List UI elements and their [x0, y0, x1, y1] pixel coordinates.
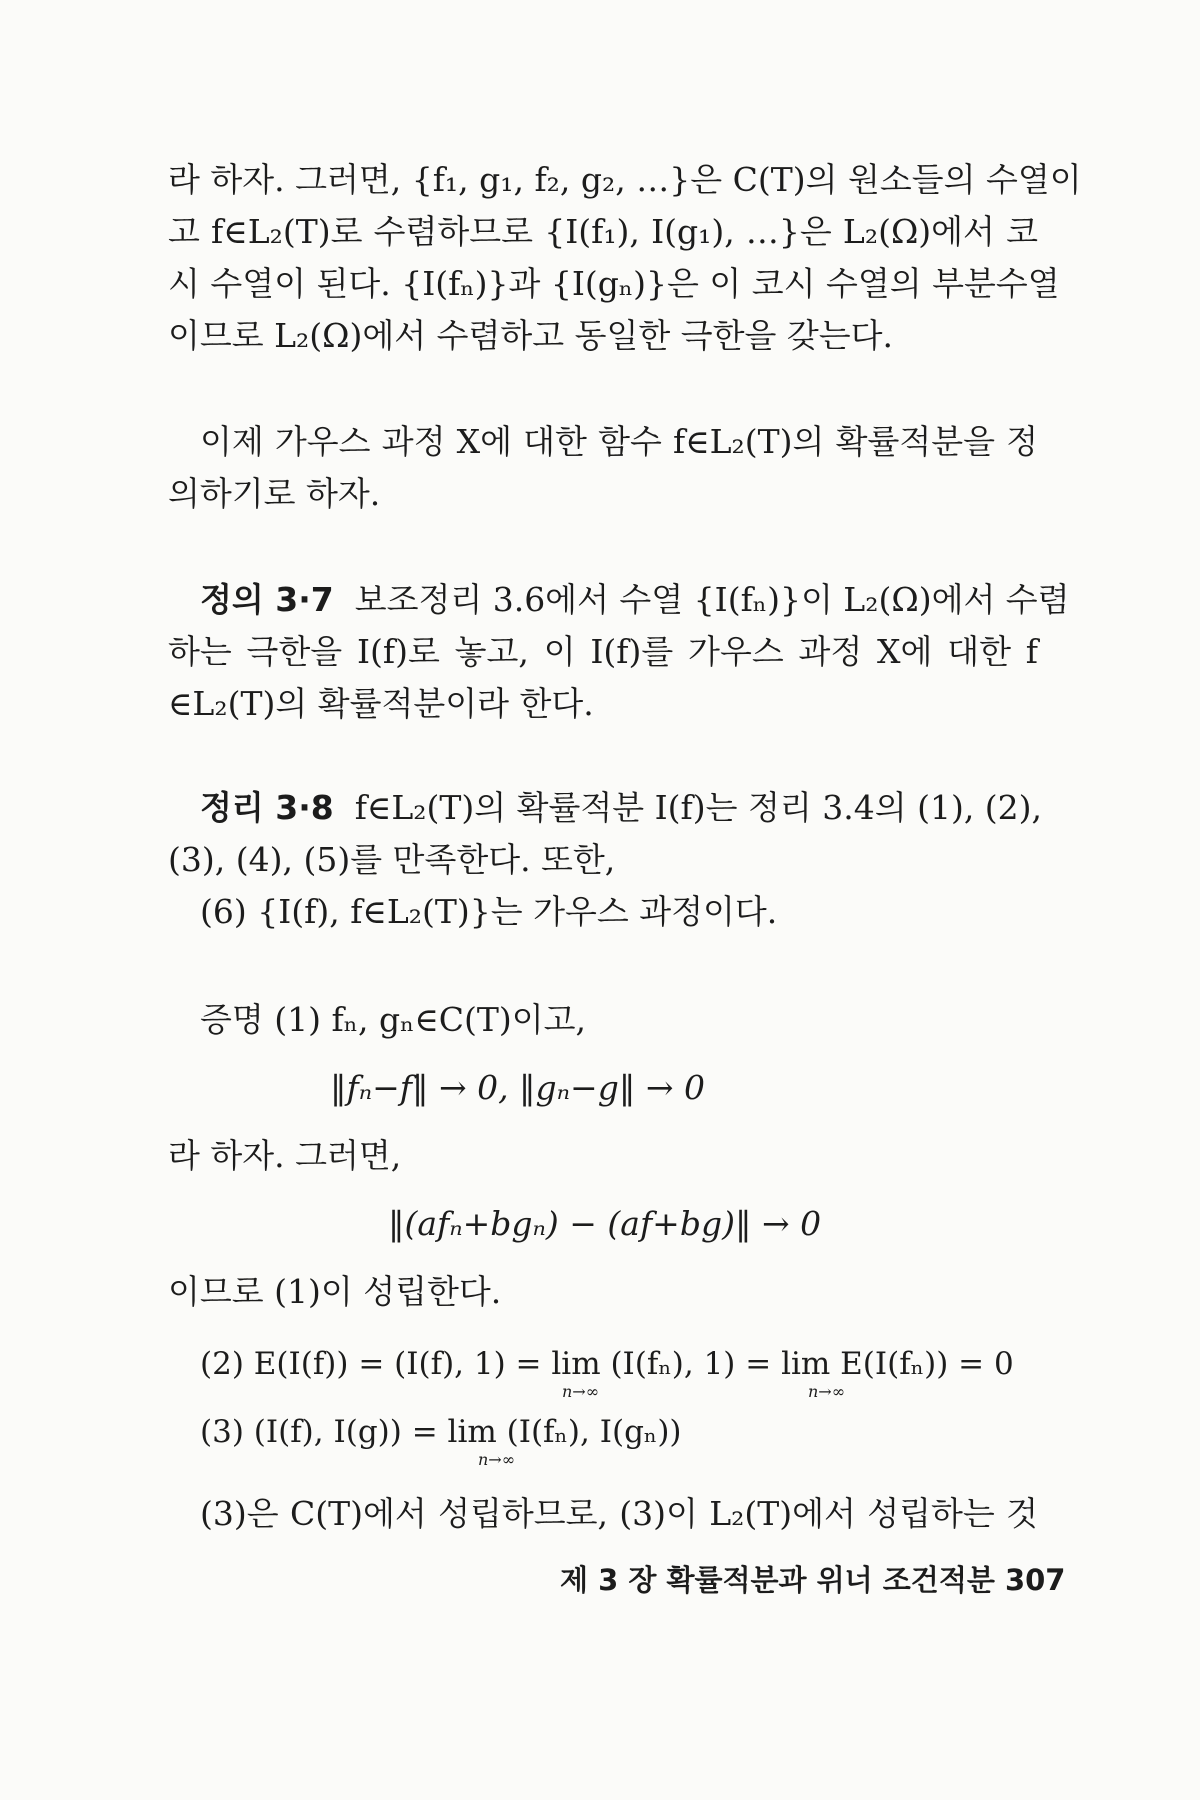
text-line: 증명 (1) fₙ, gₙ∈C(T)이고,	[200, 1000, 587, 1039]
text-line: (3)은 C(T)에서 성립하므로, (3)이 L₂(T)에서 성립하는 것	[200, 1494, 1038, 1533]
text-line: (6) {I(f), f∈L₂(T)}는 가우스 과정이다.	[200, 892, 778, 931]
theorem-line	[200, 784, 1043, 832]
text-line: 이므로 (1)이 성립한다.	[168, 1272, 502, 1311]
theorem-label: 정리 3·8	[200, 788, 334, 827]
page-footer: 제 3 장 확률적분과 위너 조건적분 307	[560, 1563, 1066, 1597]
formula-linearity: ‖(afₙ+bgₙ) − (af+bg)‖ → 0	[388, 1204, 822, 1243]
text-line: 이제 가우스 과정 X에 대한 함수 f∈L₂(T)의 확률적분을 정	[200, 422, 1038, 461]
limit-subscript: n→∞	[478, 1450, 516, 1469]
text-line: 라 하자. 그러면, {f₁, g₁, f₂, g₂, …}은 C(T)의 원소들의 수열이	[168, 160, 1082, 199]
definition-line	[200, 576, 1070, 624]
theorem-text: f∈L₂(T)의 확률적분 I(f)는 정리 3.4의 (1), (2),	[354, 788, 1043, 827]
text-line: 시 수열이 된다. {I(fₙ)}과 {I(gₙ)}은 이 코시 수열의 부분수열	[168, 264, 1060, 303]
text-line: (3), (4), (5)를 만족한다. 또한,	[168, 840, 616, 879]
text-line: 라 하자. 그러면,	[168, 1136, 402, 1175]
formula-inner-product: (3) (I(f), I(g)) = lim (I(fₙ), I(gₙ))	[200, 1414, 682, 1450]
definition-text: 보조정리 3.6에서 수열 {I(fₙ)}이 L₂(Ω)에서 수렴	[354, 580, 1070, 619]
text-line: ∈L₂(T)의 확률적분이라 한다.	[168, 684, 594, 723]
limit-subscript: n→∞	[808, 1382, 846, 1401]
text-line: 고 f∈L₂(T)로 수렴하므로 {I(f₁), I(g₁), …}은 L₂(Ω)에서 코	[168, 212, 1038, 251]
definition-label: 정의 3·7	[200, 580, 334, 619]
text-line: 이므로 L₂(Ω)에서 수렴하고 동일한 극한을 갖는다.	[168, 316, 893, 355]
text-line: 하는 극한을 I(f)로 놓고, 이 I(f)를 가우스 과정 X에 대한 f	[168, 632, 1038, 671]
formula-expectation: (2) E(I(f)) = (I(f), 1) = lim (I(fₙ), 1) = lim E(I(fₙ)) = 0	[200, 1346, 1014, 1382]
text-line: 의하기로 하자.	[168, 474, 381, 513]
limit-subscript: n→∞	[562, 1382, 600, 1401]
formula-norm-convergence: ‖fₙ−f‖ → 0, ‖gₙ−g‖ → 0	[330, 1068, 705, 1107]
